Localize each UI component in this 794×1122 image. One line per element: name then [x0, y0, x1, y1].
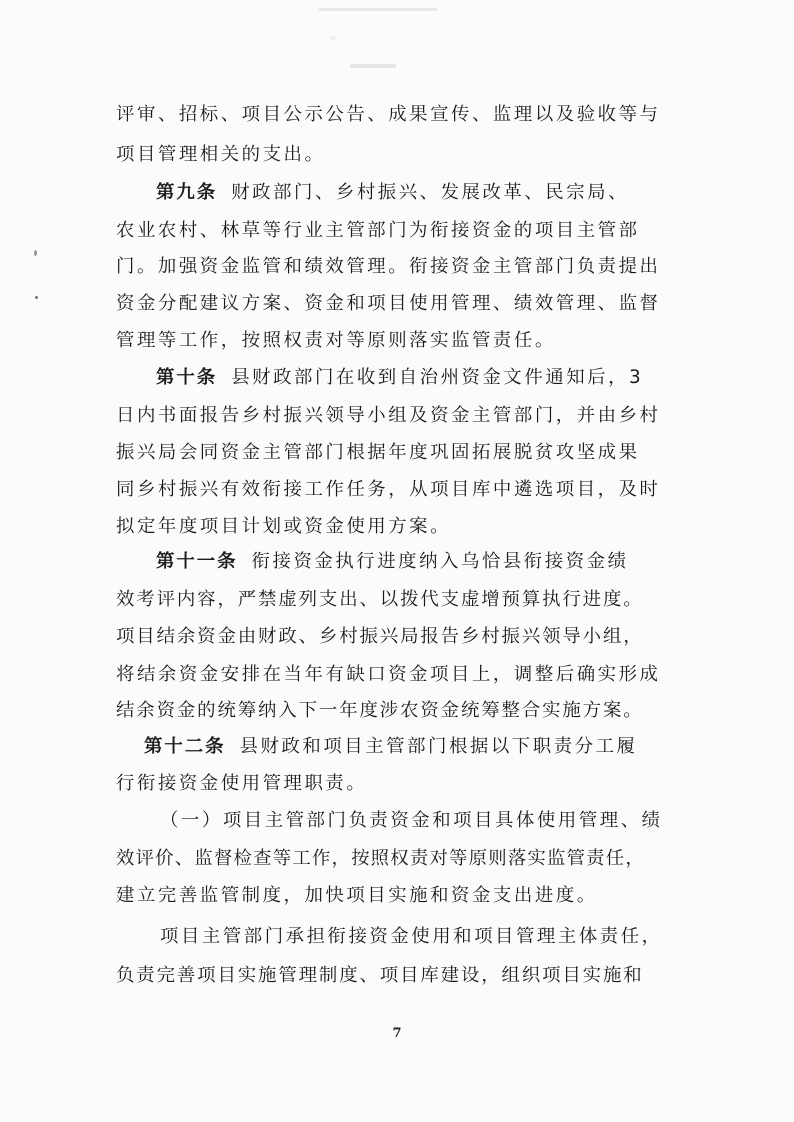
text-line: 资金分配建议方案、资金和项目使用管理、绩效管理、监督: [116, 293, 661, 314]
text-line: 拟定年度项目计划或资金使用方案。: [116, 516, 452, 537]
text-line: 门。加强资金监管和绩效管理。衔接资金主管部门负责提出: [116, 256, 661, 277]
text-line: 效考评内容，严禁虚列支出、以拨代支虚增预算执行进度。: [116, 589, 644, 610]
text-line: 财政部门、乡村振兴、发展改革、民宗局、: [231, 182, 630, 203]
text-line: 项目结余资金由财政、乡村振兴局报告乡村振兴领导小组，: [116, 626, 644, 647]
article-10-line: [156, 362, 676, 394]
scan-artifact: [350, 64, 396, 68]
text-line: 行衔接资金使用管理职责。: [116, 773, 368, 794]
text-line: 管理等工作，按照权责对等原则落实监管责任。: [116, 330, 556, 351]
scan-artifact: [34, 250, 37, 256]
text-line: 评审、招标、项目公示公告、成果宣传、监理以及验收等与: [116, 104, 661, 125]
text-line: 项目主管部门承担衔接资金使用和项目管理主体责任，: [160, 926, 663, 947]
scan-artifact: [330, 36, 336, 40]
text-line: （一）项目主管部门负责资金和项目具体使用管理、绩: [160, 810, 663, 831]
article-heading: 第九条: [156, 182, 218, 203]
scan-artifact: [318, 8, 438, 11]
text-line: 效评价、监督检查等工作，按照权责对等原则落实监管责任，: [116, 848, 645, 869]
text-line: 农业农村、林草等行业主管部门为衔接资金的项目主管部: [116, 220, 640, 241]
text-line: 县财政和项目主管部门根据以下职责分工履: [239, 736, 638, 757]
text-line: 项目管理相关的支出。: [116, 144, 326, 165]
text-line: 负责完善项目实施管理制度、项目库建设，组织项目实施和: [116, 965, 644, 986]
text-line: 日内书面报告乡村振兴领导小组及资金主管部门，并由乡村: [116, 405, 661, 426]
article-heading: 第十一条: [156, 551, 238, 572]
text-line: 建立完善监管制度，加快项目实施和资金支出进度。: [116, 885, 598, 906]
scan-artifact: [35, 296, 38, 299]
text-line: 结余资金的统筹纳入下一年度涉农资金统筹整合实施方案。: [116, 700, 644, 721]
article-9-line: [156, 177, 676, 209]
text-line: 同乡村振兴有效衔接工作任务，从项目库中遴选项目，及时: [116, 479, 661, 500]
page-number: 7: [392, 1026, 402, 1041]
text-line: 衔接资金执行进度纳入乌恰县衔接资金绩: [251, 551, 629, 572]
text-line: 县财政部门在收到自治州资金文件通知后，3: [231, 367, 644, 388]
article-11-line: [156, 546, 676, 578]
text-line: 将结余资金安排在当年有缺口资金项目上，调整后确实形成: [116, 664, 661, 685]
article-heading: 第十条: [156, 367, 218, 388]
article-heading: 第十二条: [144, 736, 226, 757]
article-12-line: [144, 731, 676, 763]
text-line: 振兴局会同资金主管部门根据年度巩固拓展脱贫攻坚成果: [116, 442, 640, 463]
